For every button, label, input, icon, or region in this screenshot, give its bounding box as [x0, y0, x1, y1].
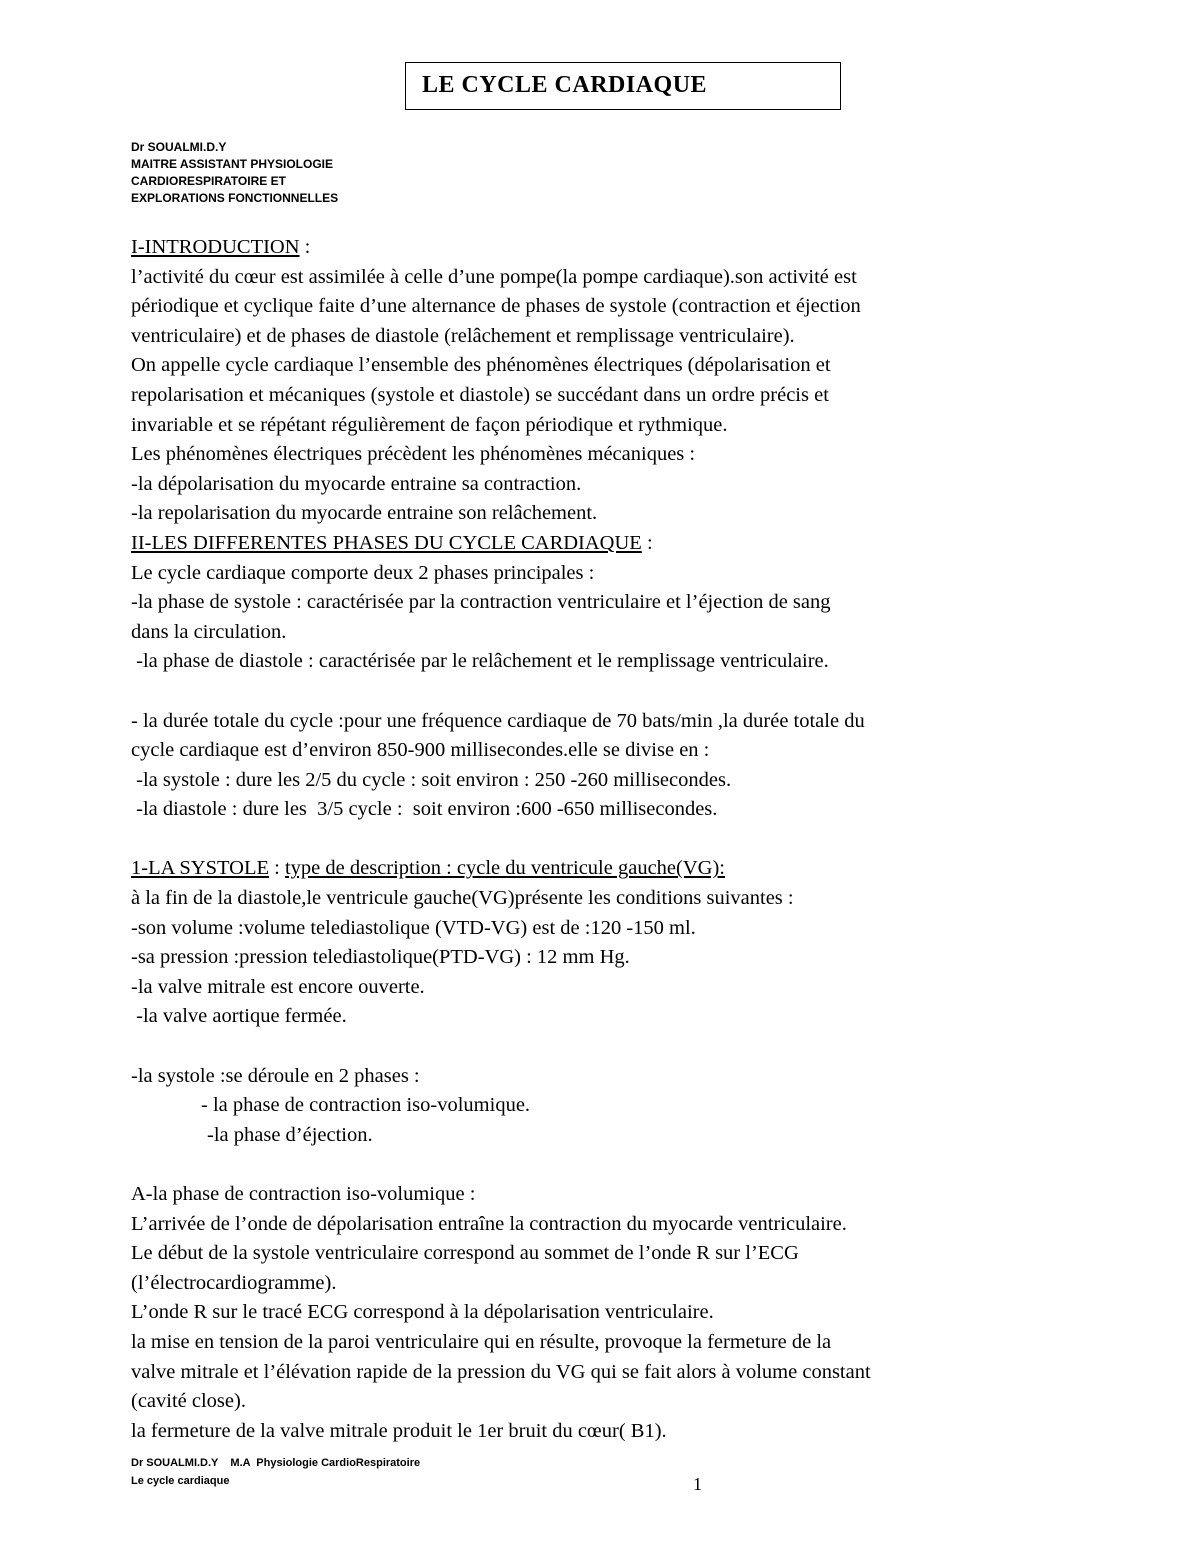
paragraph-line: Les phénomènes électriques précèdent les phénomènes mécaniques :: [131, 443, 696, 466]
phases-heading-line: [131, 529, 1091, 559]
paragraph-line: valve mitrale et l’élévation rapide de la pression du VG qui se fait alors à volume constant: [131, 1360, 871, 1383]
paragraph-line: repolarisation et mécaniques (systole et diastole) se succédant dans un ordre précis et: [131, 383, 829, 406]
paragraph-line: -la phase de systole : caractérisée par la contraction ventriculaire et l’éjection de sang: [131, 591, 831, 614]
systole-subheading: type de description : cycle du ventricule gauche(VG):: [284, 857, 725, 880]
author-role-line2: CARDIORESPIRATOIRE ET: [131, 174, 286, 188]
paragraph-line: la fermeture de la valve mitrale produit le 1er bruit du cœur( B1).: [131, 1419, 667, 1442]
blank-line: [131, 677, 1091, 707]
paragraph-line: -la repolarisation du myocarde entraine son relâchement.: [131, 502, 598, 525]
paragraph-line: -sa pression :pression telediastolique(PTD-VG) : 12 mm Hg.: [131, 946, 630, 969]
paragraph-line: (l’électrocardiogramme).: [131, 1271, 337, 1294]
systole-heading-line: [131, 854, 1091, 884]
paragraph-line: (cavité close).: [131, 1390, 246, 1413]
systole-heading-sep: :: [269, 857, 285, 880]
blank-line: [131, 1032, 1091, 1062]
author-block: [131, 139, 338, 207]
footer-author: Dr SOUALMI.D.Y M.A Physiologie CardioRespiratoire: [131, 1457, 421, 1469]
paragraph-line: L’onde R sur le tracé ECG correspond à la dépolarisation ventriculaire.: [131, 1301, 714, 1324]
blank-line: [131, 1150, 1091, 1180]
phase-a-heading: A-la phase de contraction iso-volumique :: [131, 1183, 476, 1205]
blank-line: [131, 825, 1091, 855]
paragraph-line: Le cycle cardiaque comporte deux 2 phases principales :: [131, 561, 595, 584]
intro-heading-line: [131, 233, 1091, 263]
author-role-line3: EXPLORATIONS FONCTIONNELLES: [131, 191, 339, 205]
paragraph-line: -la dépolarisation du myocarde entraine sa contraction.: [131, 472, 582, 495]
paragraph-line: -la diastole : dure les 3/5 cycle : soit environ :600 -650 millisecondes.: [131, 798, 718, 821]
paragraph-line: -son volume :volume telediastolique (VTD-VG) est de :120 -150 ml.: [131, 916, 696, 939]
systole-heading: 1-LA SYSTOLE: [131, 857, 270, 880]
author-role-line1: MAITRE ASSISTANT PHYSIOLOGIE: [131, 157, 334, 171]
paragraph-line: ventriculaire) et de phases de diastole (relâchement et remplissage ventriculaire).: [131, 324, 795, 347]
paragraph-line: périodique et cyclique faite d’une alternance de phases de systole (contraction et éjection: [131, 295, 861, 318]
paragraph-line: Le début de la systole ventriculaire correspond au sommet de l’onde R sur l’ECG: [131, 1242, 799, 1265]
page-title: LE CYCLE CARDIAQUE: [422, 72, 708, 98]
paragraph-line: - la durée totale du cycle :pour une fréquence cardiaque de 70 bats/min ,la durée totale du: [131, 709, 865, 732]
page-number: 1: [693, 1474, 702, 1494]
paragraph-line: la mise en tension de la paroi ventriculaire qui en résulte, provoque la fermeture de la: [131, 1330, 832, 1353]
author-name: Dr SOUALMI.D.Y: [131, 140, 227, 154]
phases-heading: II-LES DIFFERENTES PHASES DU CYCLE CARDIAQUE: [131, 531, 642, 554]
paragraph-line: L’arrivée de l’onde de dépolarisation entraîne la contraction du myocarde ventriculaire.: [131, 1212, 847, 1235]
phases-heading-suffix: :: [641, 531, 653, 554]
paragraph-line: à la fin de la diastole,le ventricule gauche(VG)présente les conditions suivantes :: [131, 887, 794, 910]
paragraph-line: l’activité du cœur est assimilée à celle d’une pompe(la pompe cardiaque).son activité est: [131, 265, 857, 288]
list-item: -la phase d’éjection.: [207, 1123, 373, 1146]
paragraph-line: dans la circulation.: [131, 620, 287, 643]
paragraph-line: -la valve mitrale est encore ouverte.: [131, 975, 425, 998]
paragraph-line: -la systole : dure les 2/5 du cycle : soit environ : 250 -260 millisecondes.: [131, 768, 732, 791]
intro-heading-suffix: :: [299, 236, 311, 258]
list-item: - la phase de contraction iso-volumique.: [201, 1094, 531, 1117]
paragraph-line: invariable et se répétant régulièrement de façon périodique et rythmique.: [131, 413, 728, 436]
paragraph-line: -la systole :se déroule en 2 phases :: [131, 1064, 420, 1087]
paragraph-line: cycle cardiaque est d’environ 850-900 millisecondes.elle se divise en :: [131, 739, 710, 762]
paragraph-line: -la phase de diastole : caractérisée par le relâchement et le remplissage ventriculaire.: [131, 650, 829, 673]
paragraph-line: -la valve aortique fermée.: [131, 1005, 347, 1028]
title-box: [405, 62, 841, 110]
document-body: [131, 233, 1091, 1446]
page-footer: [131, 1454, 420, 1490]
intro-heading: I-INTRODUCTION: [131, 236, 300, 258]
footer-doc-title: Le cycle cardiaque: [131, 1475, 230, 1487]
paragraph-line: On appelle cycle cardiaque l’ensemble des phénomènes électriques (dépolarisation et: [131, 354, 831, 377]
